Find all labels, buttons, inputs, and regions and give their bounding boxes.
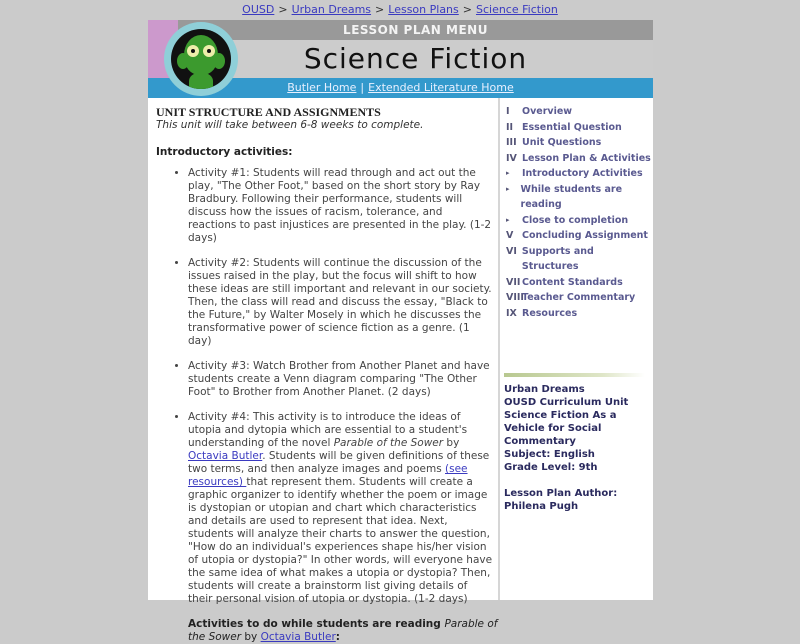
reading-heading: Activities to do while students are reading Parable of the Sower by Octavia Butler: <box>188 618 498 643</box>
menu-item-lesson-plan[interactable]: IV Lesson Plan & Activities <box>506 152 651 164</box>
arrow-right-icon: ▸ <box>506 184 510 193</box>
see-resources-link[interactable]: (see resources) <box>188 463 468 488</box>
menu-item-overview[interactable]: I Overview <box>506 106 573 117</box>
info-line: Subject: English <box>504 449 595 460</box>
octavia-butler-link[interactable]: Octavia Butler <box>188 450 263 462</box>
lesson-plan-menu <box>500 104 653 321</box>
author-name: Philena Pugh <box>504 501 579 512</box>
page-title: Science Fiction <box>178 40 653 78</box>
lesson-plan-menu-label: LESSON PLAN MENU <box>178 20 653 40</box>
breadcrumb-science-fiction[interactable]: Science Fiction <box>475 3 558 16</box>
link-separator: | <box>360 81 365 94</box>
menu-item-content-standards[interactable]: VII Content Standards <box>506 276 623 288</box>
info-line: OUSD Curriculum Unit <box>504 397 629 408</box>
breadcrumb-ousd[interactable]: OUSD <box>242 3 275 16</box>
arrow-right-icon: ▸ <box>506 215 510 224</box>
breadcrumb <box>0 3 800 16</box>
info-line: Grade Level: 9th <box>504 462 598 473</box>
menu-item-teacher-commentary[interactable]: VIII Teacher Commentary <box>506 292 636 303</box>
breadcrumb-separator: > <box>462 3 472 16</box>
breadcrumb-urban-dreams[interactable]: Urban Dreams <box>291 3 372 16</box>
butler-home-link[interactable]: Butler Home <box>287 81 357 94</box>
octavia-butler-link[interactable]: Octavia Butler <box>260 631 336 643</box>
breadcrumb-lesson-plans[interactable]: Lesson Plans <box>388 3 459 16</box>
info-line: Science Fiction As a Vehicle for Social Commentary <box>504 410 617 447</box>
breadcrumb-separator: > <box>375 3 385 16</box>
info-line: Urban Dreams <box>504 384 585 395</box>
menu-item-close-to-completion[interactable]: ▸ Close to completion <box>506 213 653 229</box>
activity-item: • Activity #4: This activity is to introduce the ideas of utopia and dytopia which are essential to a student's understanding of the novel Parable of the Sower by Octavia Butler. Students will be given definitions of these two terms, and then analyze images and poems (see resources) that represent them. Students will create a graphic organizer to identify whether the poem or image is dystopian or utopian and chart which characteristics and details are used to represent that idea. Next, students will analyze their charts to answer the question, "How do an individual's experiences shape his/her vision of utopia or dystopia?" In other words, will everyone have the same idea of what makes a utopia or dystopia? Then, students will create a brainstorm list giving details of their personal vision of utopia or dystopia. (1-2 days) <box>188 411 498 606</box>
breadcrumb-separator: > <box>278 3 288 16</box>
arrow-right-icon: ▸ <box>506 169 510 177</box>
extended-literature-home-link[interactable]: Extended Literature Home <box>368 81 514 94</box>
book-title: Parable of the Sower <box>333 437 444 449</box>
menu-item-resources[interactable]: IX Resources <box>506 307 578 319</box>
unit-info <box>500 377 653 513</box>
menu-item-while-reading[interactable]: ▸ While students are reading <box>506 182 653 213</box>
sidebar <box>500 98 653 513</box>
activity-item: • Activity #2: Students will continue the discussion of the issues raised in the play, but the focus will shift to how these ideas are still important and relevant in our society. Then, the class will read and discuss the essay, "Black to the Future," by Walter Mosely in which he discusses the transformative power of science fiction as a genre. (1 day) <box>188 257 498 348</box>
activity-item: • Activity #1: Students will read through and act out the play, "The Other Foot," based on the short story by Ray Bradbury. Following their performance, students will discuss how the issues of racism, tolerance, and reactions to past injustices are presented in the play. (1-2 days) <box>188 167 498 245</box>
page-container <box>148 20 653 643</box>
menu-item-concluding-assignment[interactable]: V Concluding Assignment <box>506 230 648 241</box>
intro-heading: Introductory activities: <box>156 146 293 158</box>
author-label: Lesson Plan Author: <box>504 488 618 499</box>
section-title: UNIT STRUCTURE AND ASSIGNMENTS <box>156 105 381 119</box>
header-banner <box>148 20 653 98</box>
activity-list <box>156 167 498 606</box>
main-content <box>148 98 498 644</box>
menu-item-supports[interactable]: VI Supports and Structures <box>506 245 594 272</box>
menu-item-introductory-activities[interactable]: ▸ Introductory Activities <box>506 166 653 182</box>
section-subtitle: This unit will take between 6-8 weeks to complete. <box>156 119 424 131</box>
menu-item-essential-question[interactable]: II Essential Question <box>506 121 622 133</box>
book-title: Parable of the Sower <box>188 618 498 643</box>
activity-item: • Activity #3: Watch Brother from Another Planet and have students create a Venn diagram comparing "The Other Foot" to Brother from Another Planet. (2 days) <box>188 360 498 399</box>
alien-logo-icon <box>164 22 238 96</box>
menu-item-unit-questions[interactable]: III Unit Questions <box>506 137 602 148</box>
